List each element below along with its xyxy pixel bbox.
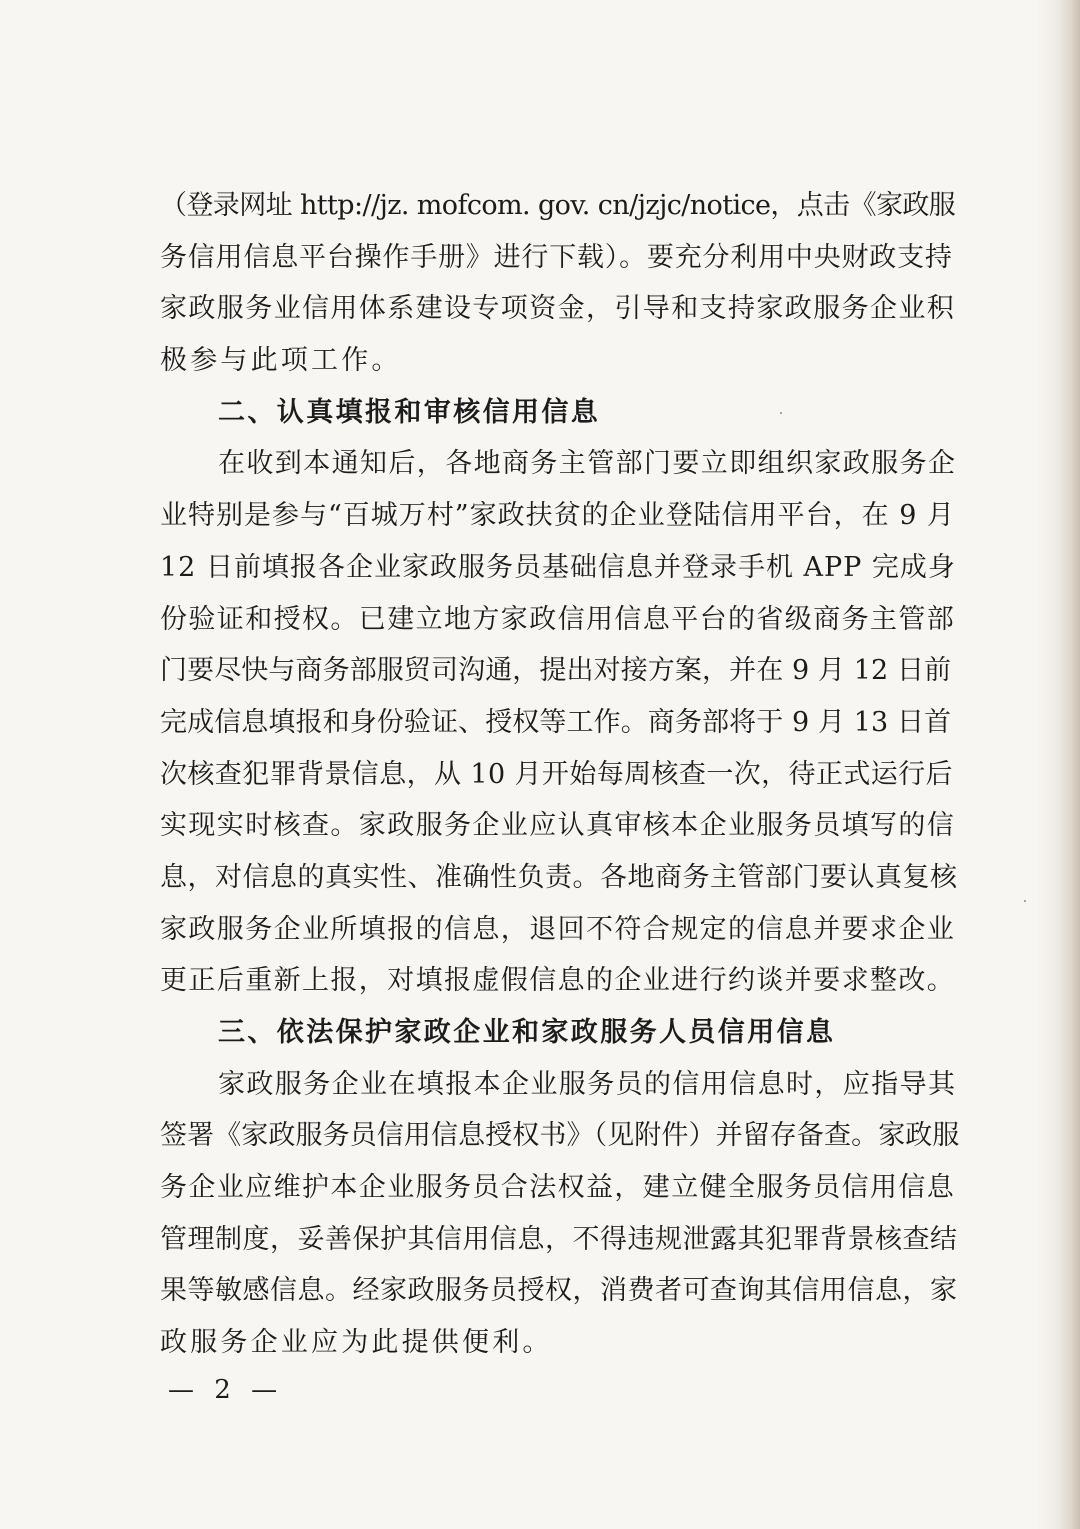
body-line: 政服务企业应为此提供便利。 (160, 1327, 553, 1359)
body-line: 更正后重新上报，对填报虚假信息的企业进行约谈并要求整改。 (160, 965, 956, 997)
body-line: 次核查犯罪背景信息，从 10 月开始每周核查一次，待正式运行后 (160, 758, 953, 790)
body-line: 份验证和授权。已建立地方家政信用信息平台的省级商务主管部 (160, 603, 956, 635)
body-line: 家政服务企业在填报本企业服务员的信用信息时，应指导其 (218, 1068, 957, 1100)
body-line: 极参与此项工作。 (160, 345, 402, 377)
body-line: 家政服务企业所填报的信息，退回不符合规定的信息并要求企业 (160, 913, 956, 945)
body-line: 管理制度，妥善保护其信用信息，不得违规泄露其犯罪背景核查结 (160, 1223, 958, 1255)
page-edge-shadow (1058, 0, 1080, 1529)
body-line: 息，对信息的真实性、准确性负责。各地商务主管部门要认真复核 (160, 861, 958, 893)
section-heading: 二、认真填报和审核信用信息 (218, 396, 601, 428)
body-line: 家政服务业信用体系建设专项资金，引导和支持家政服务企业积 (160, 293, 956, 325)
page-number: — 2 — (168, 1375, 284, 1405)
body-line: 业特别是参与“百城万村”家政扶贫的企业登陆信用平台，在 9 月 (160, 500, 955, 532)
body-line: 12 日前填报各企业家政服务员基础信息并登录手机 APP 完成身 (160, 551, 956, 583)
document-body (160, 180, 960, 1369)
scan-speck (1024, 900, 1026, 902)
body-line: 门要尽快与商务部服贸司沟通，提出对接方案，并在 9 月 12 日前 (160, 655, 952, 687)
body-line: 实现实时核查。家政服务企业应认真审核本企业服务员填写的信 (160, 810, 956, 842)
body-line: 务企业应维护本企业服务员合法权益，建立健全服务员信用信息 (160, 1172, 956, 1204)
body-line: 务信用信息平台操作手册》进行下载）。要充分利用中央财政支持 (160, 241, 953, 273)
body-line: 果等敏感信息。经家政服务员授权，消费者可查询其信用信息，家 (160, 1275, 958, 1307)
section-heading: 三、依法保护家政企业和家政服务人员信用信息 (218, 1017, 836, 1048)
body-line: 在收到本通知后，各地商务主管部门要立即组织家政服务企 (218, 448, 957, 480)
body-line: 完成信息填报和身份验证、授权等工作。商务部将于 9 月 13 日首 (160, 706, 952, 738)
body-line: 签署《家政服务员信用信息授权书》（见附件）并留存备查。家政服 (160, 1120, 960, 1152)
body-line: （登录网址 http://jz. mofcom. gov. cn/jzjc/notice，点击《家政服 (160, 190, 956, 221)
